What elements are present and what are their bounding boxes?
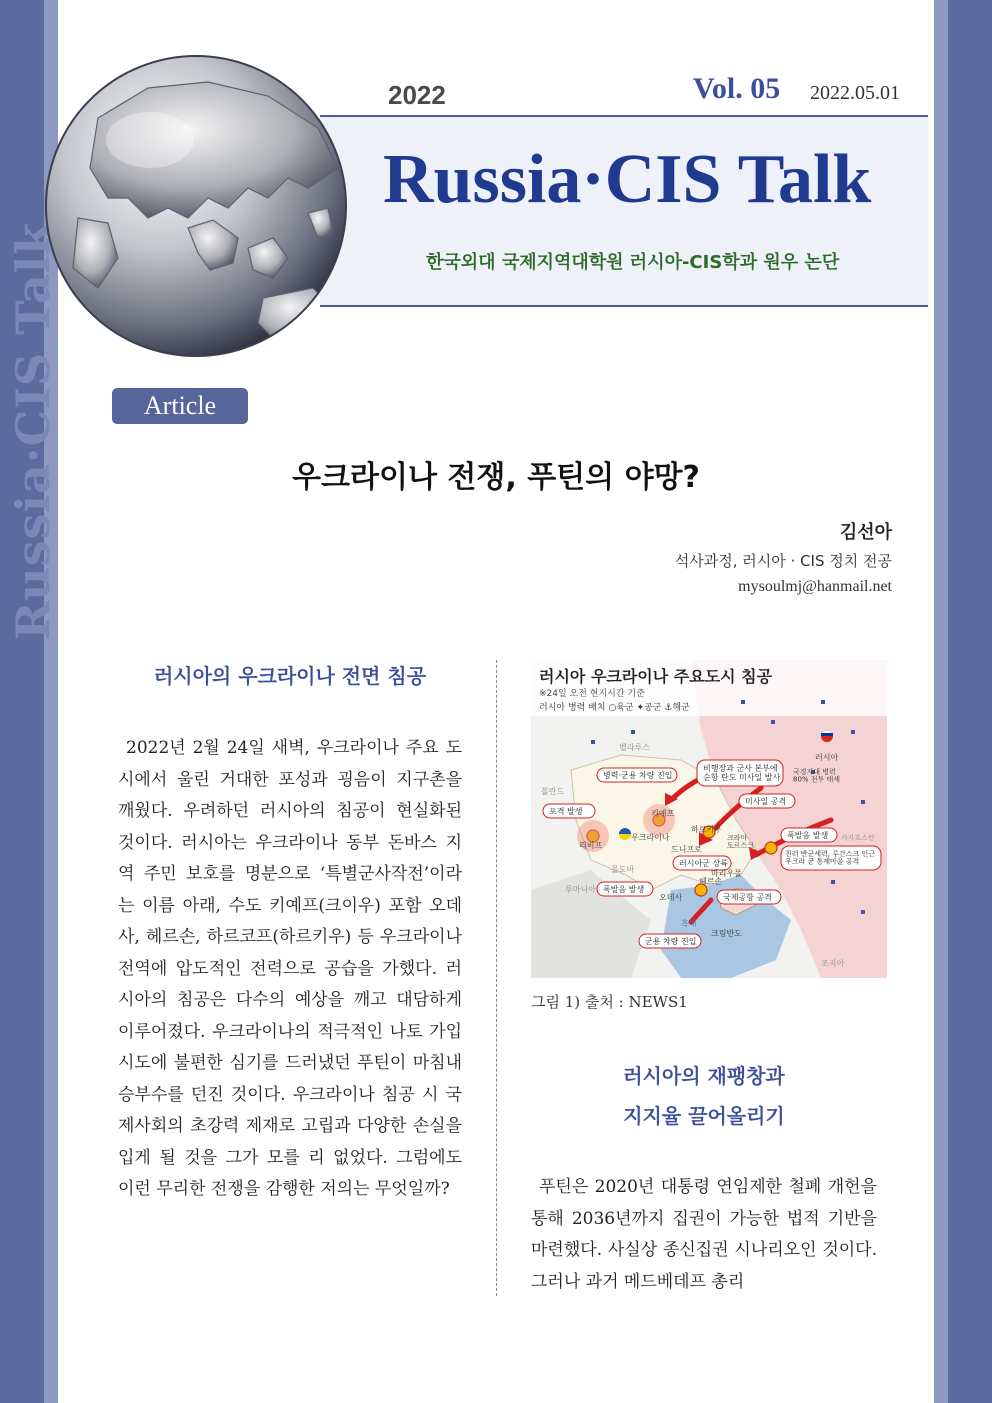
author-email: mysoulmj@hanmail.net [738,578,892,595]
map-legend: 러시아 병력 배치 ○육군 ✦공군 ⚓해군 [539,703,690,713]
map-place-belarus: 벨라루스 [619,743,650,752]
right-section-heading-line2: 지지율 끌어올리기 [623,1104,785,1128]
map-place-black-sea: 흑해 [681,919,697,928]
globe-icon [38,48,354,364]
map-place-ukraine: 우크라이나 [631,833,670,842]
article-title: 우크라이나 전쟁, 푸틴의 야망? [292,460,700,495]
invasion-map-figure [531,660,887,978]
map-place-crimea: 크림반도 [711,929,742,938]
vertical-side-title: Russia·CIS Talk [6,221,60,640]
author-name: 김선아 [839,522,892,543]
map-label-airport: 국제공항 공격 [723,893,772,902]
map-place-poland: 폴란드 [541,787,565,796]
map-place-kramatorsk: 크라마 토르스크 [727,834,755,850]
right-decorative-stripe [934,0,948,1403]
magazine-subtitle: 한국외대 국제지역대학원 러시아-CIS학과 원우 논단 [426,252,840,273]
issue-volume: Vol. 05 [693,72,781,105]
map-place-dnipro: 드니프로 [671,845,702,854]
issue-date: 2022.05.01 [810,82,900,104]
column-divider [496,660,497,1296]
map-place-kazakhstan: 카자흐스탄 [841,834,875,842]
right-section-heading-line1: 러시아의 재팽창과 [623,1064,785,1088]
map-place-kharkiv: 하르키우 [691,825,722,834]
map-place-kherson: 헤르손 [699,877,723,886]
map-title: 러시아 우크라이나 주요도시 침공 [539,667,773,686]
map-label-hq: 비행장과 군사 본부에 순항 탄도 미사일 발사 [703,764,781,782]
issue-year: 2022 [388,80,446,110]
map-label-explosion2: 폭발음 발생 [603,885,645,894]
right-column-body: 푸틴은 2020년 대통령 연임제한 철폐 개헌을 통해 2036년까지 집권이 가능한 법적 기반을 마련했다. 사실상 종신집권 시나리오인 것이다. 그러나 과거 메드베데프 총리 [531,1177,877,1292]
article-tag: Article [112,388,248,424]
map-label-missile: 미사일 공격 [745,797,787,806]
map-place-lviv: 리비프 [579,841,603,850]
map-place-mariupol: 마리우폴 [711,869,742,878]
map-place-romania: 루마니아 [565,885,596,894]
map-label-separatist: 친러 반군세력, 루간스크 인근 우크라 군 통제마을 공격 [785,850,876,866]
left-column-body: 2022년 2월 24일 새벽, 우크라이나 주요 도시에서 울린 거대한 포성과 굉음이 지구촌을 깨웠다. 우려하던 러시아의 침공이 현실화된 것이다. 러시아는 우크라이나 동부 돈바스 지역 주민 보호를 명분으로 ‘특별군사작전’이라는 이름 아래, 수도 키예프(크이우) 포함 오데사, 헤르손, 하르코프(하르키우) 등 우크라이나 전역에 압도적인 전력으로 공습을 가했다. 러시아의 침공은 다수의 예상을 깨고 대담하게 이루어졌다. 우크라이나의 적극적인 나토 가입 시도에 불편한 심기를 드러냈던 푸틴이 마침내 승부수를 던진 것이다. 우크라이나 침공 시 국제사회의 초강력 제재로 고립과 다양한 손실을 입게 될 것을 그가 모를 리 없었다. 그럼에도 이런 무리한 전쟁을 감행한 저의는 무엇일까? [118,738,462,1199]
map-place-russia: 러시아 [815,753,839,762]
figure-caption: 그림 1) 출처 : NEWS1 [531,993,688,1011]
map-place-georgia: 조지아 [821,959,845,968]
map-label-explosion1: 폭발음 발생 [787,831,829,840]
map-place-russia-note: 국경지대 병력 80% 전투 태세 [793,768,841,784]
map-time-note: ※24일 오전 현지시간 기준 [539,689,645,699]
map-place-moldova: 몰도바 [611,865,635,874]
map-place-kyiv: 키예프 [651,809,675,818]
map-label-shelling: 포격 발생 [549,807,583,816]
map-place-odesa: 오데사 [659,893,683,902]
left-section-heading: 러시아의 우크라이나 전면 침공 [153,664,427,688]
map-label-landing: 러시아군 상륙 [679,859,728,868]
author-role: 석사과정, 러시아 · CIS 정치 전공 [674,552,892,570]
map-label-kyiv-landing: 병력·군용 차량 진입 [603,771,673,780]
map-label-vehicles: 군용 차량 진입 [645,937,697,946]
magazine-title: Russia·CIS Talk [383,141,872,218]
